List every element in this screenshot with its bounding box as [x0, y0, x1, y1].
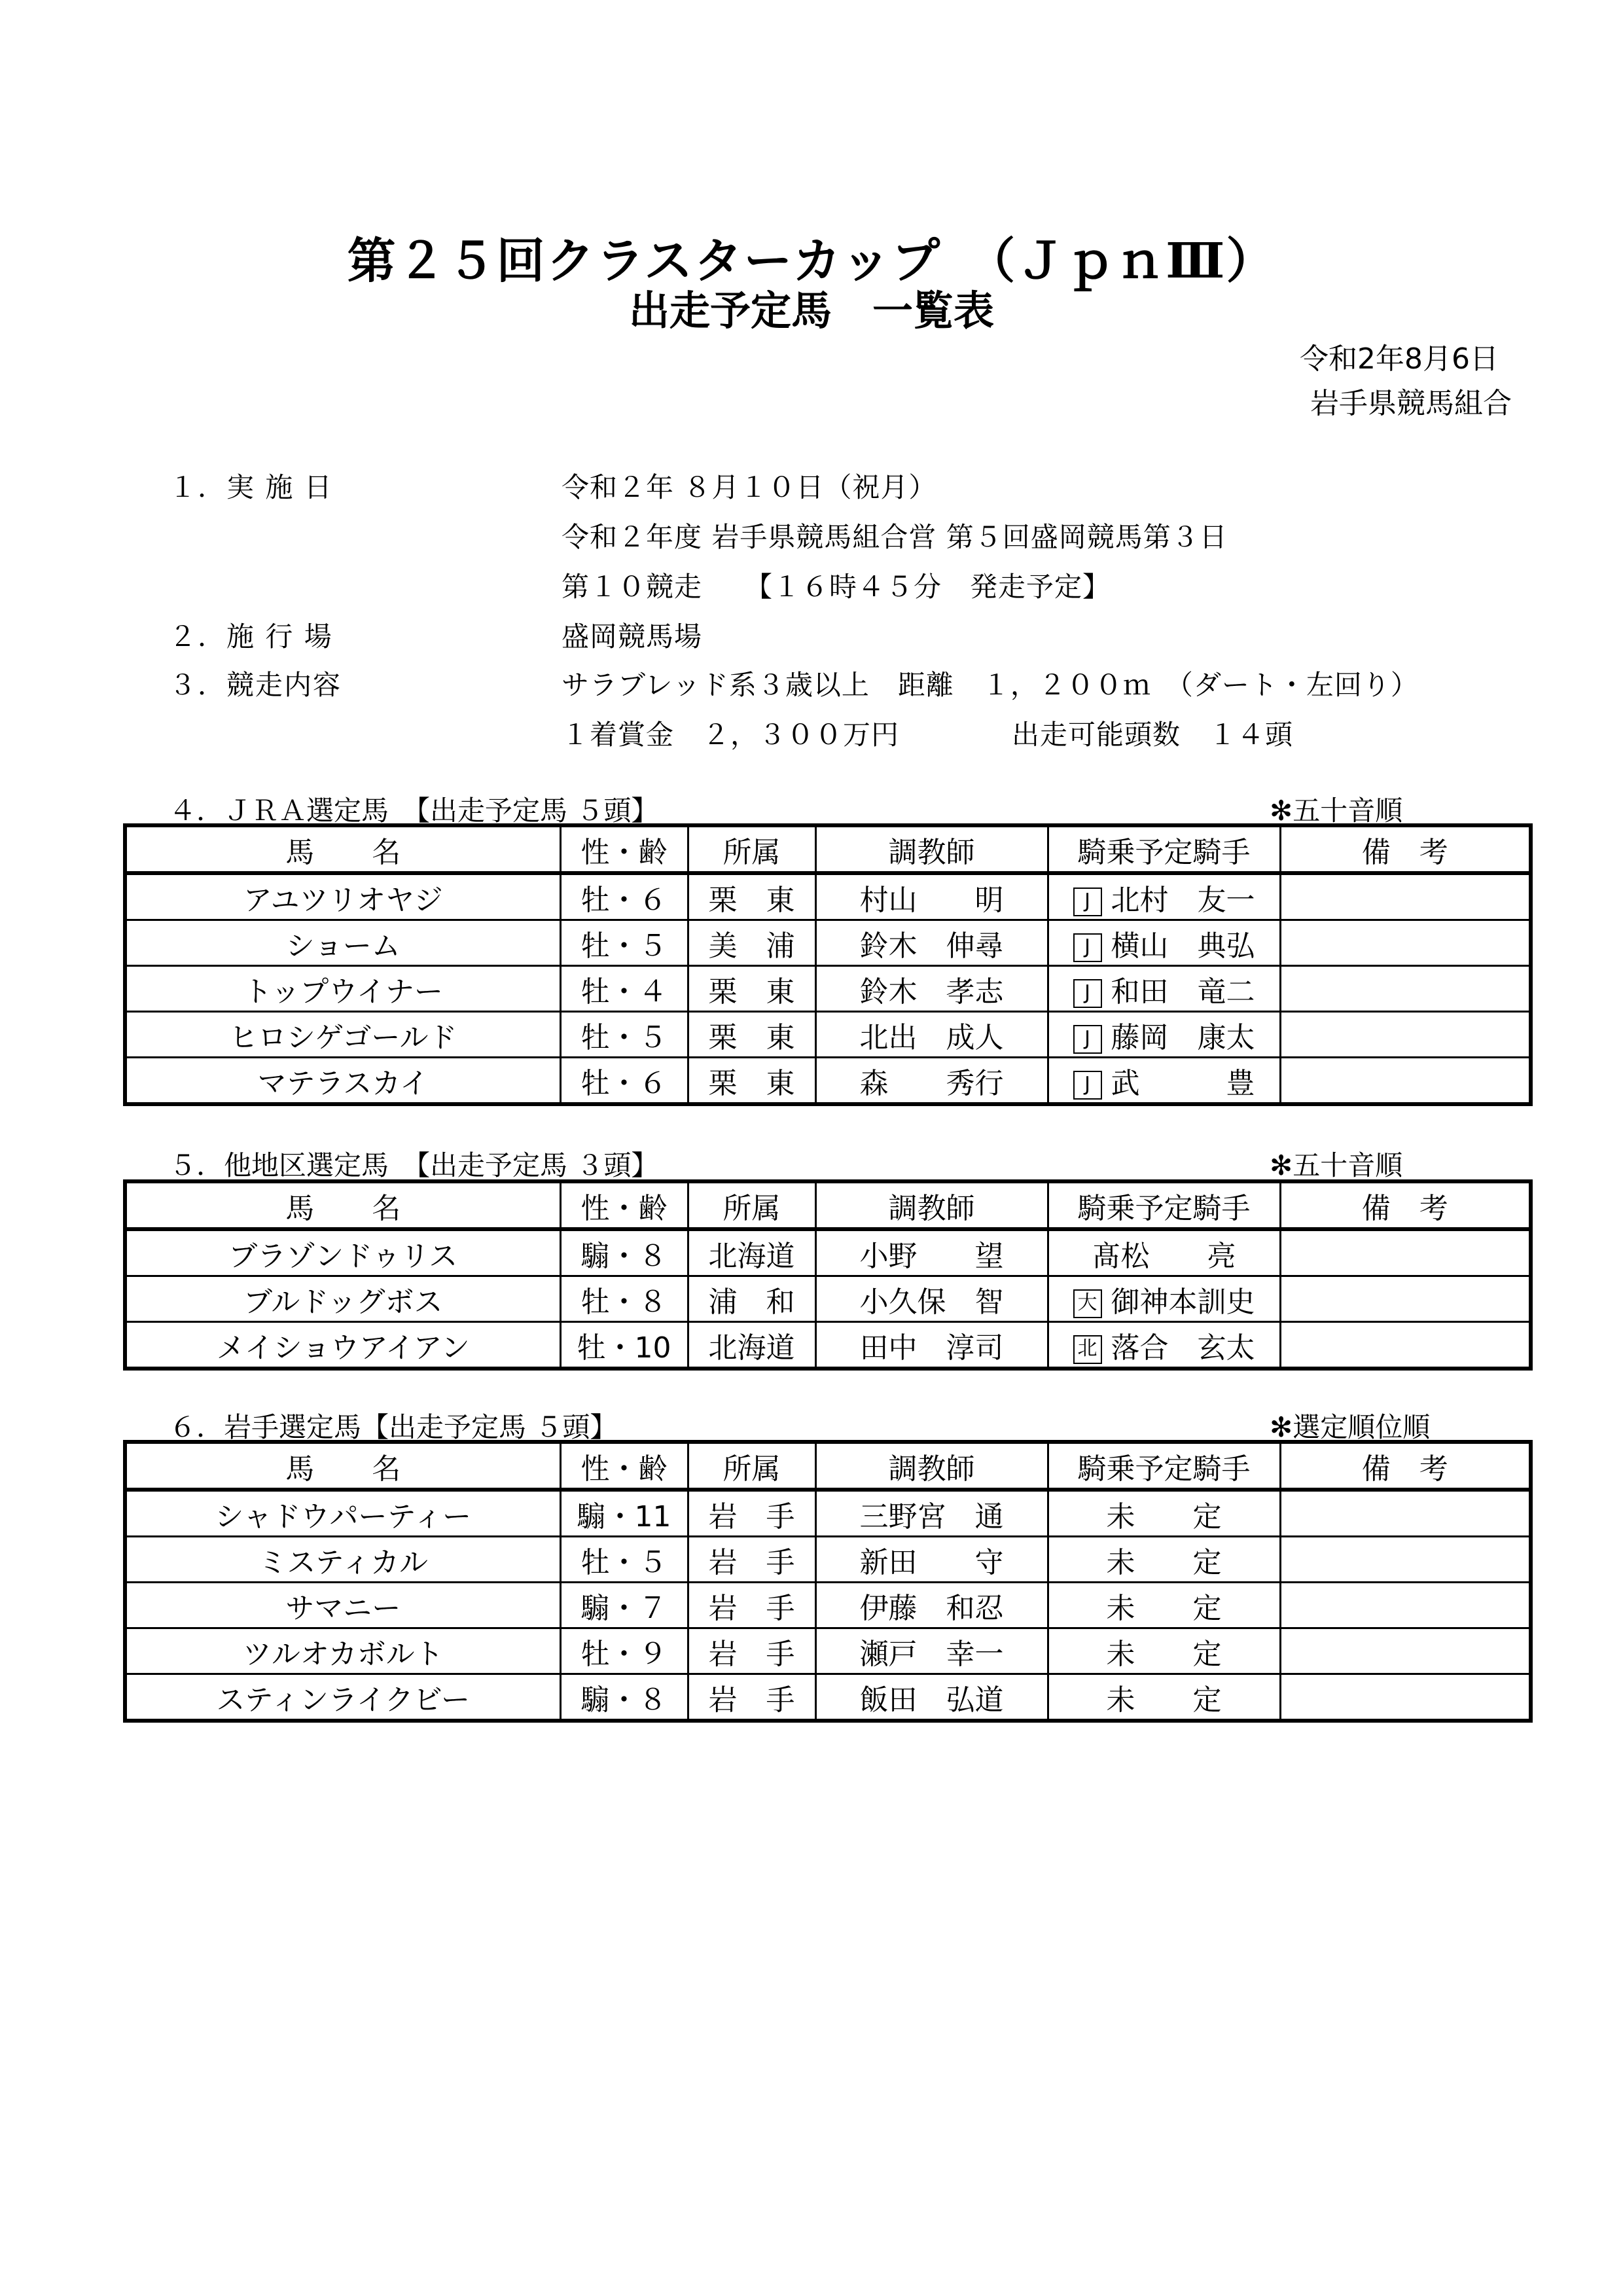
- trainer: 伊藤 和忍: [815, 1583, 1048, 1628]
- jockey-name: 和田 竜二: [1111, 975, 1255, 1009]
- jockey-affiliation-badge: J: [1073, 1071, 1102, 1100]
- header-trainer: 調教師: [815, 1442, 1048, 1490]
- table-row: [125, 966, 1531, 1012]
- section-iwate-title: ６．岩手選定馬【出走予定馬 ５頭】: [169, 1411, 618, 1443]
- sex-age: 騸・８: [560, 1229, 688, 1276]
- header-remarks: 備 考: [1280, 825, 1531, 873]
- table-row: [125, 873, 1531, 920]
- affiliation: 岩 手: [688, 1537, 815, 1583]
- horse-name: スティンライクビー: [125, 1674, 560, 1721]
- horse-name: トップウイナー: [125, 966, 560, 1012]
- table-row: [125, 1058, 1531, 1105]
- remarks: [1280, 966, 1531, 1012]
- info-value-conditions: サラブレッド系３歳以上 距離 １，２００ｍ （ダート・左回り）: [562, 669, 1419, 701]
- affiliation: 美 浦: [688, 920, 815, 966]
- affiliation: 北海道: [688, 1229, 815, 1276]
- jockey: [1048, 966, 1280, 1012]
- horse-name: メイショウアイアン: [125, 1322, 560, 1369]
- jockey: [1048, 920, 1280, 966]
- jockey: 未 定: [1048, 1583, 1280, 1628]
- sex-age: 牡・９: [560, 1628, 688, 1674]
- trainer: 三野宮 通: [815, 1490, 1048, 1537]
- affiliation: 浦 和: [688, 1276, 815, 1322]
- trainer: 田中 淳司: [815, 1322, 1048, 1369]
- sex-age: 牡・６: [560, 873, 688, 920]
- trainer: 鈴木 伸尋: [815, 920, 1048, 966]
- remarks: [1280, 1490, 1531, 1537]
- table-row: [125, 1674, 1531, 1721]
- jockey-name: 藤岡 康太: [1111, 1020, 1255, 1054]
- info-value-race: 第１０競走 【１６時４５分 発走予定】: [562, 571, 1111, 603]
- jockey-name: 落合 玄太: [1111, 1331, 1255, 1365]
- trainer: 小久保 智: [815, 1276, 1048, 1322]
- section-other-note: ✻五十音順: [1270, 1149, 1403, 1181]
- trainer: 飯田 弘道: [815, 1674, 1048, 1721]
- horse-name: マテラスカイ: [125, 1058, 560, 1105]
- trainer: 新田 守: [815, 1537, 1048, 1583]
- sex-age: 牡・10: [560, 1322, 688, 1369]
- info-label-date: １．実 施 日: [169, 471, 333, 503]
- other-region-entries-table: [123, 1179, 1533, 1371]
- jockey: 未 定: [1048, 1674, 1280, 1721]
- remarks: [1280, 1674, 1531, 1721]
- jockey-affiliation-badge: 北: [1073, 1335, 1102, 1364]
- affiliation: 岩 手: [688, 1628, 815, 1674]
- remarks: [1280, 920, 1531, 966]
- jockey-name: 北村 友一: [1111, 883, 1255, 917]
- jra-entries-table: [123, 823, 1533, 1106]
- header-affiliation: 所属: [688, 1442, 815, 1490]
- jockey-name: 御神本訓史: [1111, 1285, 1255, 1319]
- remarks: [1280, 1229, 1531, 1276]
- horse-name: ブラゾンドゥリス: [125, 1229, 560, 1276]
- header-horse-name: 馬 名: [125, 1442, 560, 1490]
- remarks: [1280, 1322, 1531, 1369]
- table-row: [125, 1583, 1531, 1628]
- header-trainer: 調教師: [815, 825, 1048, 873]
- header-sex-age: 性・齢: [560, 825, 688, 873]
- sex-age: 牡・５: [560, 920, 688, 966]
- jockey: [1048, 873, 1280, 920]
- trainer: 瀬戸 幸一: [815, 1628, 1048, 1674]
- table-header-row: [125, 1442, 1531, 1490]
- jockey: 髙松 亮: [1048, 1229, 1280, 1276]
- remarks: [1280, 1058, 1531, 1105]
- header-sex-age: 性・齢: [560, 1181, 688, 1229]
- section-other-title: ５．他地区選定馬 【出走予定馬 ３頭】: [169, 1149, 659, 1181]
- table-row: [125, 1490, 1531, 1537]
- header-trainer: 調教師: [815, 1181, 1048, 1229]
- table-row: [125, 1628, 1531, 1674]
- horse-name: ツルオカボルト: [125, 1628, 560, 1674]
- header-remarks: 備 考: [1280, 1442, 1531, 1490]
- affiliation: 栗 東: [688, 1012, 815, 1058]
- header-sex-age: 性・齢: [560, 1442, 688, 1490]
- header-affiliation: 所属: [688, 825, 815, 873]
- sex-age: 騸・11: [560, 1490, 688, 1537]
- affiliation: 栗 東: [688, 966, 815, 1012]
- jockey-affiliation-badge: J: [1073, 888, 1102, 916]
- affiliation: 栗 東: [688, 1058, 815, 1105]
- horse-name: サマニー: [125, 1583, 560, 1628]
- jockey-affiliation-badge: J: [1073, 1025, 1102, 1054]
- info-label-venue: ２．施 行 場: [169, 620, 333, 653]
- jockey: 未 定: [1048, 1490, 1280, 1537]
- table-row: [125, 1276, 1531, 1322]
- jockey: 未 定: [1048, 1537, 1280, 1583]
- section-iwate-note: ✻選定順位順: [1270, 1411, 1431, 1443]
- table-row: [125, 1229, 1531, 1276]
- jockey-affiliation-badge: J: [1073, 979, 1102, 1008]
- affiliation: 北海道: [688, 1322, 815, 1369]
- table-row: [125, 920, 1531, 966]
- info-label-conditions: ３．競走内容: [169, 669, 342, 701]
- trainer: 村山 明: [815, 873, 1048, 920]
- jockey-name: 横山 典弘: [1111, 929, 1255, 963]
- sex-age: 騸・７: [560, 1583, 688, 1628]
- header-jockey: 騎乗予定騎手: [1048, 1181, 1280, 1229]
- header-horse-name: 馬 名: [125, 1181, 560, 1229]
- header-horse-name: 馬 名: [125, 825, 560, 873]
- table-row: [125, 1012, 1531, 1058]
- jockey-affiliation-badge: 大: [1073, 1289, 1102, 1318]
- horse-name: ブルドッグボス: [125, 1276, 560, 1322]
- sex-age: 牡・４: [560, 966, 688, 1012]
- remarks: [1280, 1583, 1531, 1628]
- info-value-venue: 盛岡競馬場: [562, 620, 703, 653]
- info-value-date: 令和２年 ８月１０日（祝月）: [562, 471, 937, 503]
- sex-age: 牡・６: [560, 1058, 688, 1105]
- remarks: [1280, 1628, 1531, 1674]
- page-subtitle: 出走予定馬 一覧表: [628, 287, 994, 334]
- sex-age: 牡・５: [560, 1537, 688, 1583]
- jockey: 未 定: [1048, 1628, 1280, 1674]
- organizer: 岩手県競馬組合: [1310, 387, 1512, 420]
- trainer: 北出 成人: [815, 1012, 1048, 1058]
- affiliation: 岩 手: [688, 1674, 815, 1721]
- info-value-prize: １着賞金 ２，３００万円 出走可能頭数 １４頭: [562, 719, 1294, 751]
- jockey: [1048, 1276, 1280, 1322]
- remarks: [1280, 1276, 1531, 1322]
- info-value-meeting: 令和２年度 岩手県競馬組合営 第５回盛岡競馬第３日: [562, 521, 1228, 553]
- remarks: [1280, 1537, 1531, 1583]
- header-affiliation: 所属: [688, 1181, 815, 1229]
- horse-name: ショーム: [125, 920, 560, 966]
- jockey-affiliation-badge: J: [1073, 933, 1102, 962]
- trainer: 森 秀行: [815, 1058, 1048, 1105]
- horse-name: ヒロシゲゴールド: [125, 1012, 560, 1058]
- table-header-row: [125, 825, 1531, 873]
- section-jra-title: ４．ＪＲＡ選定馬 【出走予定馬 ５頭】: [169, 795, 659, 827]
- iwate-entries-table: [123, 1440, 1533, 1723]
- trainer: 鈴木 孝志: [815, 966, 1048, 1012]
- issue-date: 令和2年8月6日: [1300, 342, 1499, 376]
- horse-name: ミスティカル: [125, 1537, 560, 1583]
- header-jockey: 騎乗予定騎手: [1048, 825, 1280, 873]
- jockey-name: 武 豊: [1111, 1066, 1255, 1100]
- table-header-row: [125, 1181, 1531, 1229]
- affiliation: 岩 手: [688, 1490, 815, 1537]
- header-jockey: 騎乗予定騎手: [1048, 1442, 1280, 1490]
- header-remarks: 備 考: [1280, 1181, 1531, 1229]
- horse-name: アユツリオヤジ: [125, 873, 560, 920]
- sex-age: 牡・８: [560, 1276, 688, 1322]
- affiliation: 岩 手: [688, 1583, 815, 1628]
- horse-name: シャドウパーティー: [125, 1490, 560, 1537]
- trainer: 小野 望: [815, 1229, 1048, 1276]
- jockey: [1048, 1058, 1280, 1105]
- sex-age: 牡・５: [560, 1012, 688, 1058]
- remarks: [1280, 873, 1531, 920]
- affiliation: 栗 東: [688, 873, 815, 920]
- table-row: [125, 1537, 1531, 1583]
- section-jra-note: ✻五十音順: [1270, 795, 1403, 827]
- jockey: [1048, 1012, 1280, 1058]
- table-row: [125, 1322, 1531, 1369]
- jockey: [1048, 1322, 1280, 1369]
- remarks: [1280, 1012, 1531, 1058]
- sex-age: 騸・８: [560, 1674, 688, 1721]
- page-title: 第２５回クラスターカップ （ＪｐｎⅢ）: [347, 233, 1276, 289]
